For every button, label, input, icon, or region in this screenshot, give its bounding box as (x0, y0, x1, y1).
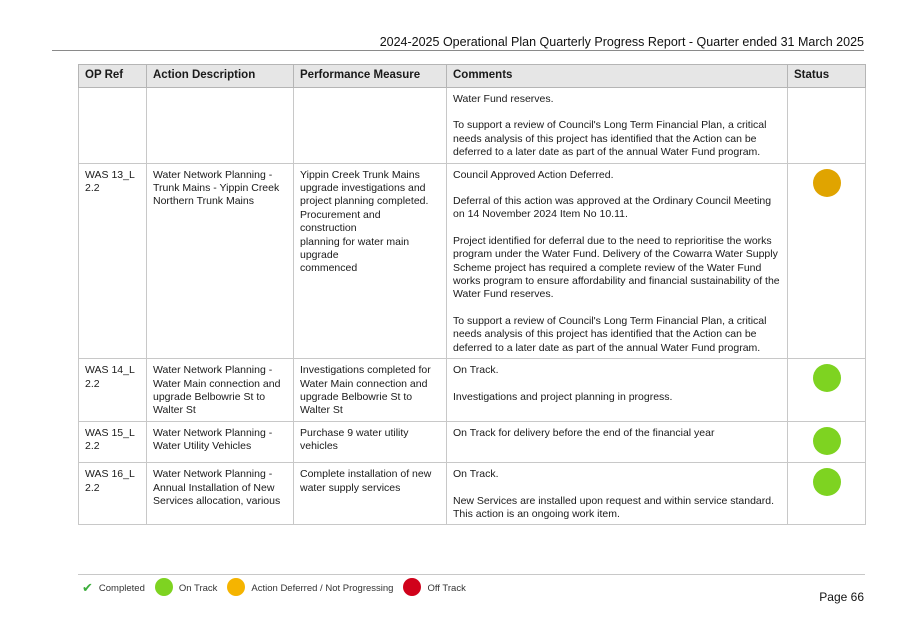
comments-cell (447, 88, 788, 164)
legend-divider (78, 574, 865, 575)
status-dot-icon (403, 578, 421, 599)
comment-paragraph: To support a review of Council's Long Term Financial Plan, a critical needs analysis of this project has identified that the Action can be deferred to a later date as part of the annual Water Fund program. (453, 314, 767, 354)
column-header-op-ref: OP Ref (79, 65, 147, 88)
table-row (79, 463, 866, 525)
status-indicator-icon (813, 427, 841, 455)
comment-paragraph: Water Fund reserves. (453, 93, 554, 105)
table-row (79, 163, 866, 358)
action-description-cell: Water Network Planning - Water Main connection and upgrade Belbowrie St to Walter St (147, 359, 294, 422)
comment-paragraph: Deferral of this action was approved at the Ordinary Council Meeting on 14 November 2024 Item No 10.11. (453, 195, 772, 221)
column-header-status: Status (788, 65, 866, 88)
comments-cell (447, 421, 788, 462)
performance-measure-cell: Yippin Creek Trunk Mains upgrade investigations and project planning completed. Procurement and construction planning for water main upgrade commenced (294, 163, 447, 358)
op-ref-cell: WAS 13_L 2.2 (79, 163, 147, 358)
table-row (79, 421, 866, 462)
table-header-row (79, 65, 866, 88)
performance-measure-cell: Purchase 9 water utility vehicles (294, 421, 447, 462)
comment-paragraph: On Track. (453, 468, 499, 481)
comment-paragraph: On Track. (453, 364, 499, 377)
performance-measure-cell: Complete installation of new water supply services (294, 463, 447, 525)
action-description-cell (147, 88, 294, 164)
status-cell (788, 163, 866, 358)
status-indicator-icon (813, 364, 841, 392)
status-legend (82, 578, 476, 598)
comments-cell (447, 463, 788, 525)
status-cell (788, 421, 866, 462)
performance-measure-cell: Investigations completed for Water Main connection and upgrade Belbowrie St to Walter St (294, 359, 447, 422)
status-cell (788, 359, 866, 422)
check-icon: ✔ (82, 580, 93, 595)
action-description-cell: Water Network Planning - Annual Installation of New Services allocation, various (147, 463, 294, 525)
comment-paragraph: Council Approved Action Deferred. (453, 168, 614, 181)
page-number: Page 66 (819, 590, 864, 604)
status-dot-icon (227, 578, 245, 599)
column-header-action-description: Action Description (147, 65, 294, 88)
comment-paragraph: Project identified for deferral due to the need to reprioritise the works program under the Water Fund. Delivery of the Cowarra Water Supply Scheme project has required a complete review of the Water Fund works program to ensure affordability and financial sustainability of the Water Fund reserves. (453, 234, 780, 301)
progress-table (78, 64, 866, 525)
legend-label: Completed (98, 582, 145, 594)
op-ref-cell: WAS 14_L 2.2 (79, 359, 147, 422)
status-cell (788, 88, 866, 164)
legend-label: Off Track (427, 582, 466, 594)
comments-cell (447, 163, 788, 358)
legend-label: On Track (178, 582, 218, 594)
op-ref-cell: WAS 16_L 2.2 (79, 463, 147, 525)
legend-item (82, 580, 145, 596)
status-indicator-icon (813, 169, 841, 197)
header-divider (52, 50, 864, 51)
comments-cell (447, 359, 788, 422)
action-description-cell: Water Network Planning - Trunk Mains - Yippin Creek Northern Trunk Mains (147, 163, 294, 358)
action-description-cell: Water Network Planning - Water Utility Vehicles (147, 421, 294, 462)
op-ref-cell: WAS 15_L 2.2 (79, 421, 147, 462)
comment-paragraph: Investigations and project planning in progress. (453, 390, 673, 403)
column-header-performance-measure: Performance Measure (294, 65, 447, 88)
status-dot-icon (155, 578, 173, 599)
legend-item (227, 578, 393, 599)
table-row (79, 359, 866, 422)
legend-label: Action Deferred / Not Progressing (251, 582, 394, 594)
legend-item (155, 578, 218, 599)
comment-paragraph: New Services are installed upon request and within service standard. This action is an ongoing work item. (453, 494, 775, 520)
legend-item (403, 578, 465, 599)
report-title: 2024-2025 Operational Plan Quarterly Progress Report - Quarter ended 31 March 2025 (379, 35, 864, 49)
comment-paragraph: To support a review of Council's Long Term Financial Plan, a critical needs analysis of this project has identified that the Action can be deferred to a later date as part of the annual Water Fund program. (453, 119, 767, 159)
op-ref-cell (79, 88, 147, 164)
status-indicator-icon (813, 468, 841, 496)
comment-paragraph: On Track for delivery before the end of the financial year (453, 426, 715, 439)
status-cell (788, 463, 866, 525)
column-header-comments: Comments (447, 65, 788, 88)
table-row (79, 88, 866, 164)
performance-measure-cell (294, 88, 447, 164)
